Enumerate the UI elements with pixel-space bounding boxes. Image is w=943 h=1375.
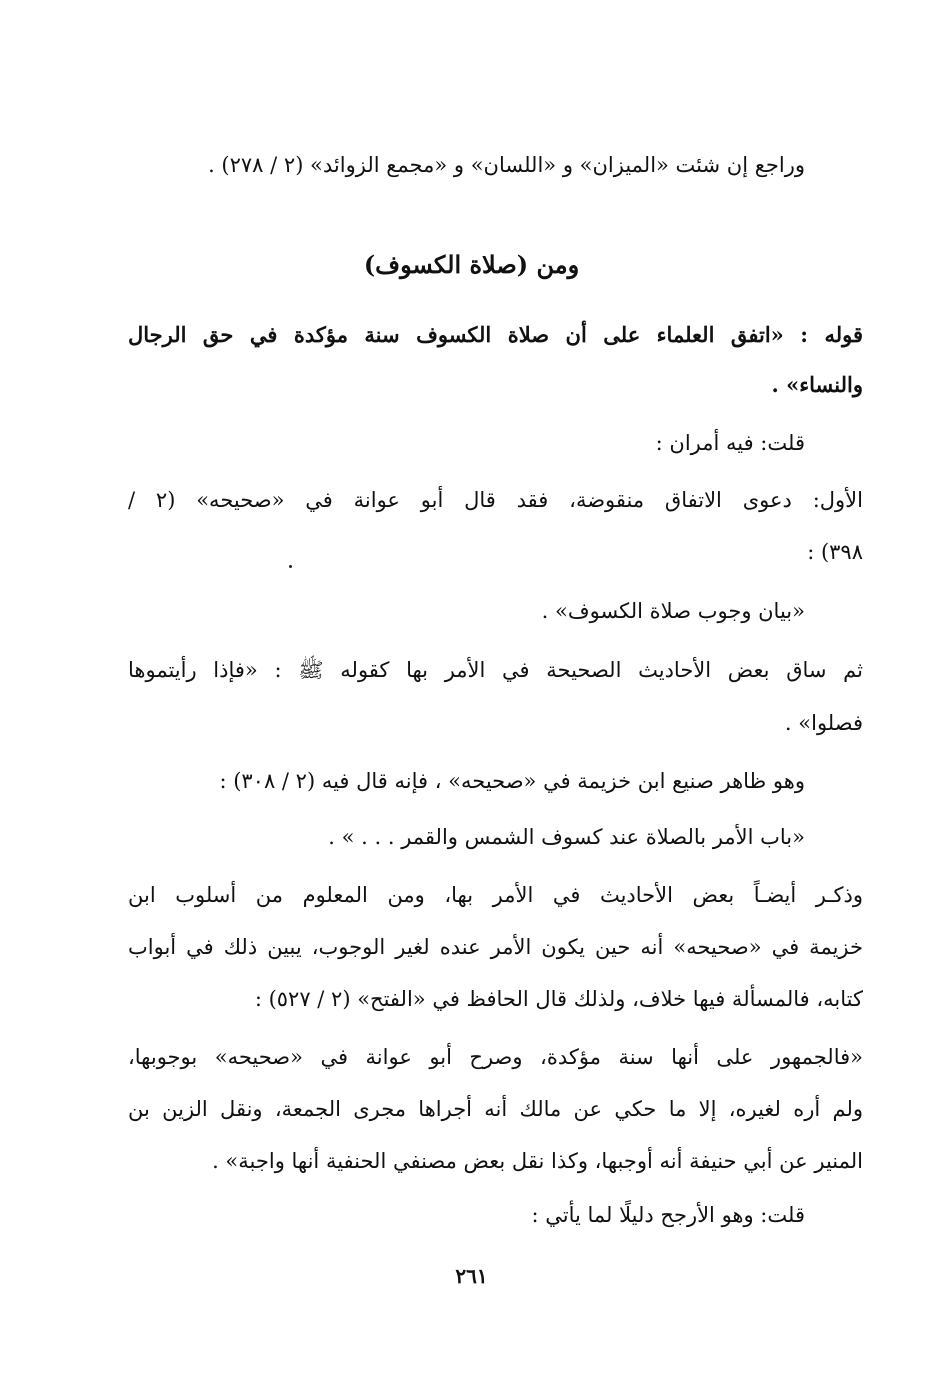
page-number: ٢٦١ <box>455 1264 488 1288</box>
section-heading: ومن (صلاة الكسوف) <box>363 250 580 279</box>
text-line-5: الأول: دعوى الاتفاق منقوضة، فقد قال أبو عوانة في «صحيحه» (٢ / <box>128 488 863 512</box>
text-line-14: كتابه، فالمسألة فيها خلاف، ولذلك قال الحافظ في «الفتح» (٢ / ٥٢٧) : <box>254 987 863 1011</box>
text-line-13: خزيمة في «صحيحه» أنه حين يكون الأمر عنده لغير الوجوب، يبين ذلك في أبواب <box>128 935 863 959</box>
speck-mark <box>289 565 292 568</box>
text-line-7: «بيان وجوب صلاة الكسوف» . <box>541 599 805 623</box>
text-line-3: والنساء» . <box>771 372 863 397</box>
text-line-12: وذكـر أيضـاً بعض الأحاديث في الأمر بها، ومن المعلوم من أسلوب ابن <box>128 883 863 907</box>
text-line-1: وراجع إن شئت «الميزان» و «اللسان» و «مجمع الزوائد» (٢ / ٢٧٨) . <box>208 153 805 177</box>
text-line-16: ولم أره لغيره، إلا ما حكي عن مالك أنه أجراها مجرى الجمعة، ونقل الزين بن <box>128 1097 863 1121</box>
text-line-2: قوله : «اتفق العلماء على أن صلاة الكسوف سنة مؤكدة في حق الرجال <box>128 322 863 347</box>
text-line-9: فصلوا» . <box>784 711 863 735</box>
text-line-4: قلت: فيه أمران : <box>655 431 805 455</box>
text-line-6: ٣٩٨) : <box>807 540 863 564</box>
text-line-10: وهو ظاهر صنيع ابن خزيمة في «صحيحه» ، فإنه قال فيه (٢ / ٣٠٨) : <box>219 769 805 793</box>
text-line-18: قلت: وهو الأرجح دليلًا لما يأتي : <box>531 1203 805 1227</box>
text-line-15: «فالجمهور على أنها سنة مؤكدة، وصرح أبو عوانة في «صحيحه» بوجوبها، <box>128 1045 863 1069</box>
text-line-17: المنير عن أبي حنيفة أنه أوجبها، وكذا نقل بعض مصنفي الحنفية أنها واجبة» . <box>212 1149 863 1173</box>
text-line-8: ثم ساق بعض الأحاديث الصحيحة في الأمر بها كقوله ﷺ : «فإذا رأيتموها <box>128 658 863 682</box>
text-line-11: «باب الأمر بالصلاة عند كسوف الشمس والقمر . . . » . <box>328 825 805 849</box>
